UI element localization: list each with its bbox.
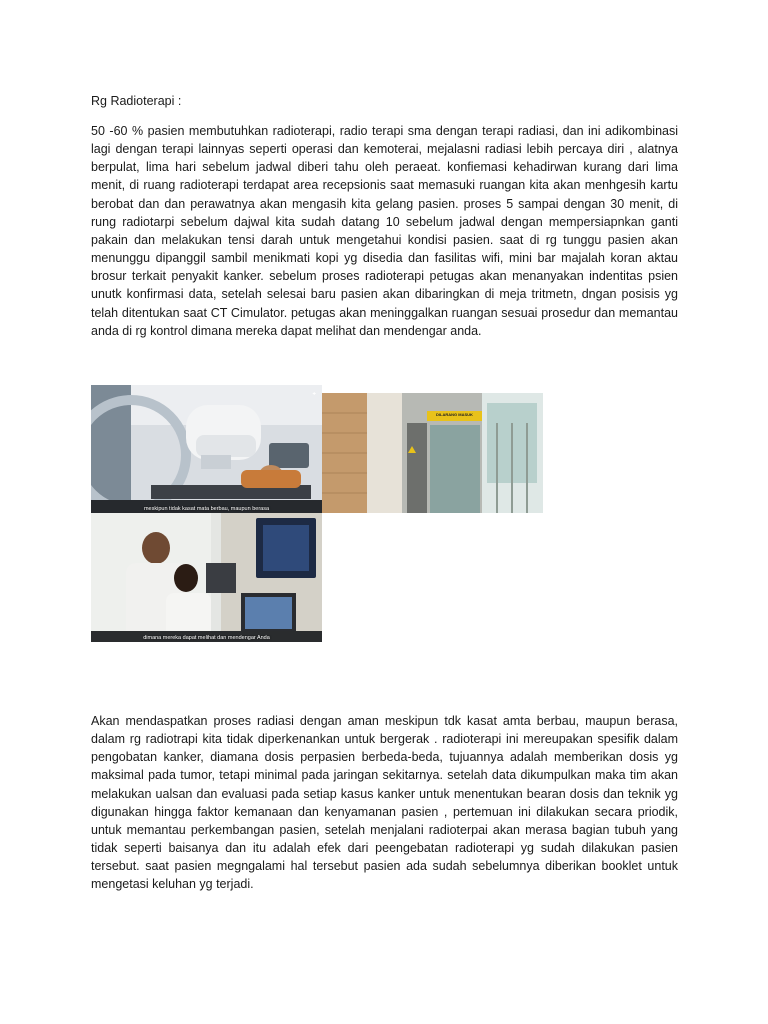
- radiotherapy-corridor-photo: [322, 393, 543, 513]
- photo-caption-1: meskipun tidak kasat mata berbau, maupun berasa: [143, 506, 270, 512]
- radiotherapy-machine-photo: [91, 385, 322, 513]
- body-paragraph-1: 50 -60 % pasien membutuhkan radioterapi, radio terapi sma dengan terapi radiasi, dan ini adikombinasi lagi dengan terapi lainnyas seperti operasi dan kemoterai, mejalasni radiasi lebih percaya diri , alatnya berpulat, lima hari sebelum jadwal diberi tahu oleh peraeat. konfiemasi kehadirwan kurang dari lima menit, di ruang radioterapi terdapat area recepsionis saat memasuki ruangan kita akan menhgesih kartu berobat dan dan perawatnya akan mengasih kita gelang pasien. proses 5 sampai dengan 30 menit, di rung radiotarpi sebelum dajwal kita sudah datang 10 sebelum jadwal dengan mempersiapnkan ganti pakain dan melakukan tensi darah untuk mengetahui kondisi pasien. saat di rg tunggu pasien akan menunggu dipanggil sambil menikmati kopi yg disedia dan fasilitas wifi, mini bar majalah koran aktau brosur terkait penyakit kanker. sebelum proses radioterapi petugas akan menanyakan indentitas psien unutk konfirmasi data, setelah selesai baru pasien akan dibaringkan di meja tritmetn, dngan posisis yg telah ditentukan saat CT Cimulator. petugas akan meninggalkan ruangan sesuai prosedur dan memantau anda di rg kontrol dimana mereka dapat melihat dan mendengar anda.: [91, 124, 678, 338]
- radiotherapy-machine-illustration: [91, 385, 322, 513]
- body-paragraph-2: Akan mendaspatkan proses radiasi dengan aman meskipun tdk kasat amta berbau, maupun berasa, dalam rg radiotrapi kita tidak diperkenankan untuk bergerak . radioterapi ini mereupakan spesifik dalam pengobatan kanker, diamana dosis perpasien berbeda-beda, tujuannya adalah memberikan dosis yg maksimal pada tumor, tetapi minimal pada jaringan sekitarnya. setelah data dikumpulkan maka tim akan melakukan ualsan dan evaluasi pada setiap kasus kanker untuk menentukan bearan dosis dan teknik yg digunakan hingga faktor kemanaan dan kenyamanan pasien , pertemuan ini dilakukan secara priodik, untuk memantau perkembangan pasien, setelah menjalani radioterpai akan merasa bagian tubuh yang tidak seperti baisanya dan itu adalah efek dari peengebatan radioterapi yg sudah dilakukan pasien tersebut. saat pasien megngalami hal tersebut pasien ada sudah sebelumnya diberikan booklet untuk mengetasi keluhan yg terjadi.: [91, 714, 678, 892]
- corridor-illustration: [322, 393, 543, 513]
- warning-sign: DILARANG MASUK: [436, 412, 473, 417]
- hospital-logo: ✚: [312, 391, 316, 396]
- control-room-illustration: [91, 513, 322, 642]
- section-heading: Rg Radioterapi :: [91, 94, 182, 108]
- control-room-photo: [91, 513, 322, 642]
- photo-caption-3: dimana mereka dapat melihat dan mendengar Anda: [143, 635, 270, 641]
